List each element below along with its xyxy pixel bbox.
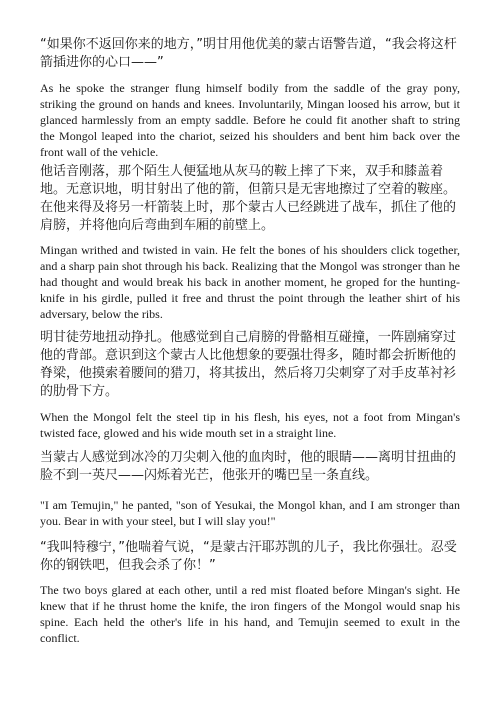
paragraph-zh-3: 明甘徒劳地扭动挣扎。他感觉到自己肩膀的骨骼相互碰撞，一阵剧痛穿过他的背部。意识到这个蒙古人比他想象的要强壮得多，随时都会折断他的脊梁，他摸索着腰间的猎刀，将其拔出，然后将刀尖刺穿了对手皮革衬衫的肋骨下方。 [40,330,457,399]
paragraph-zh-4: 当蒙古人感觉到冰冷的刀尖刺入他的血肉时，他的眼睛——离明甘扭曲的脸不到一英尺——闪烁着光芒，他张开的嘴巴呈一条直线。 [40,450,457,483]
paragraph-zh-1: “如果你不返回你来的地方，”明甘用他优美的蒙古语警告道，“我会将这杆箭插进你的心口——” [40,37,457,70]
paragraph-en-3: When the Mongol felt the steel tip in his flesh, his eyes, not a foot from Mingan's twisted face, glowed and his wide mouth set in a straight line. [40,410,460,440]
paragraph-en-1: As he spoke the stranger flung himself bodily from the saddle of the gray pony, striking the ground on hands and knees. Involuntarily, Mingan loosed his arrow, but it glanced harmlessly from an empty saddle. Before he could fit another shaft to string the Mongol leaped into the chariot, seized his shoulders and bent him back over the front wall of the vehicle. [40,81,460,159]
paragraph-zh-2: 他话音刚落，那个陌生人便猛地从灰马的鞍上摔了下来，双手和膝盖着地。无意识地，明甘射出了他的箭，但箭只是无害地擦过了空着的鞍座。在他来得及将另一杆箭装上时，那个蒙古人已经跳进了战车，抓住了他的肩膀，并将他向后弯曲到车厢的前壁上。 [40,164,457,233]
paragraph-zh-5: “我叫特穆宁，”他喘着气说，“是蒙古汗耶苏凯的儿子，我比你强壮。忍受你的钢铁吧，但我会杀了你！” [40,540,457,573]
paragraph-en-4: "I am Temujin," he panted, "son of Yesukai, the Mongol khan, and I am stronger than you. Bear in with your steel, but I will slay you!" [40,498,460,528]
paragraph-en-2: Mingan writhed and twisted in vain. He felt the bones of his shoulders click together, and a sharp pain shot through his back. Realizing that the Mongol was stronger than he had thought and would break his back in another moment, he groped for the hunting-knife in his girdle, pulled it free and thrust the point through the leather shirt of his adversary, below the ribs. [40,243,460,321]
paragraph-en-5: The two boys glared at each other, until a red mist floated before Mingan's sight. He knew that if he thrust home the knife, the iron fingers of the Mongol would snap his spine. Each held the other's life in his hand, and Temujin seemed to exult in the conflict. [40,583,460,645]
